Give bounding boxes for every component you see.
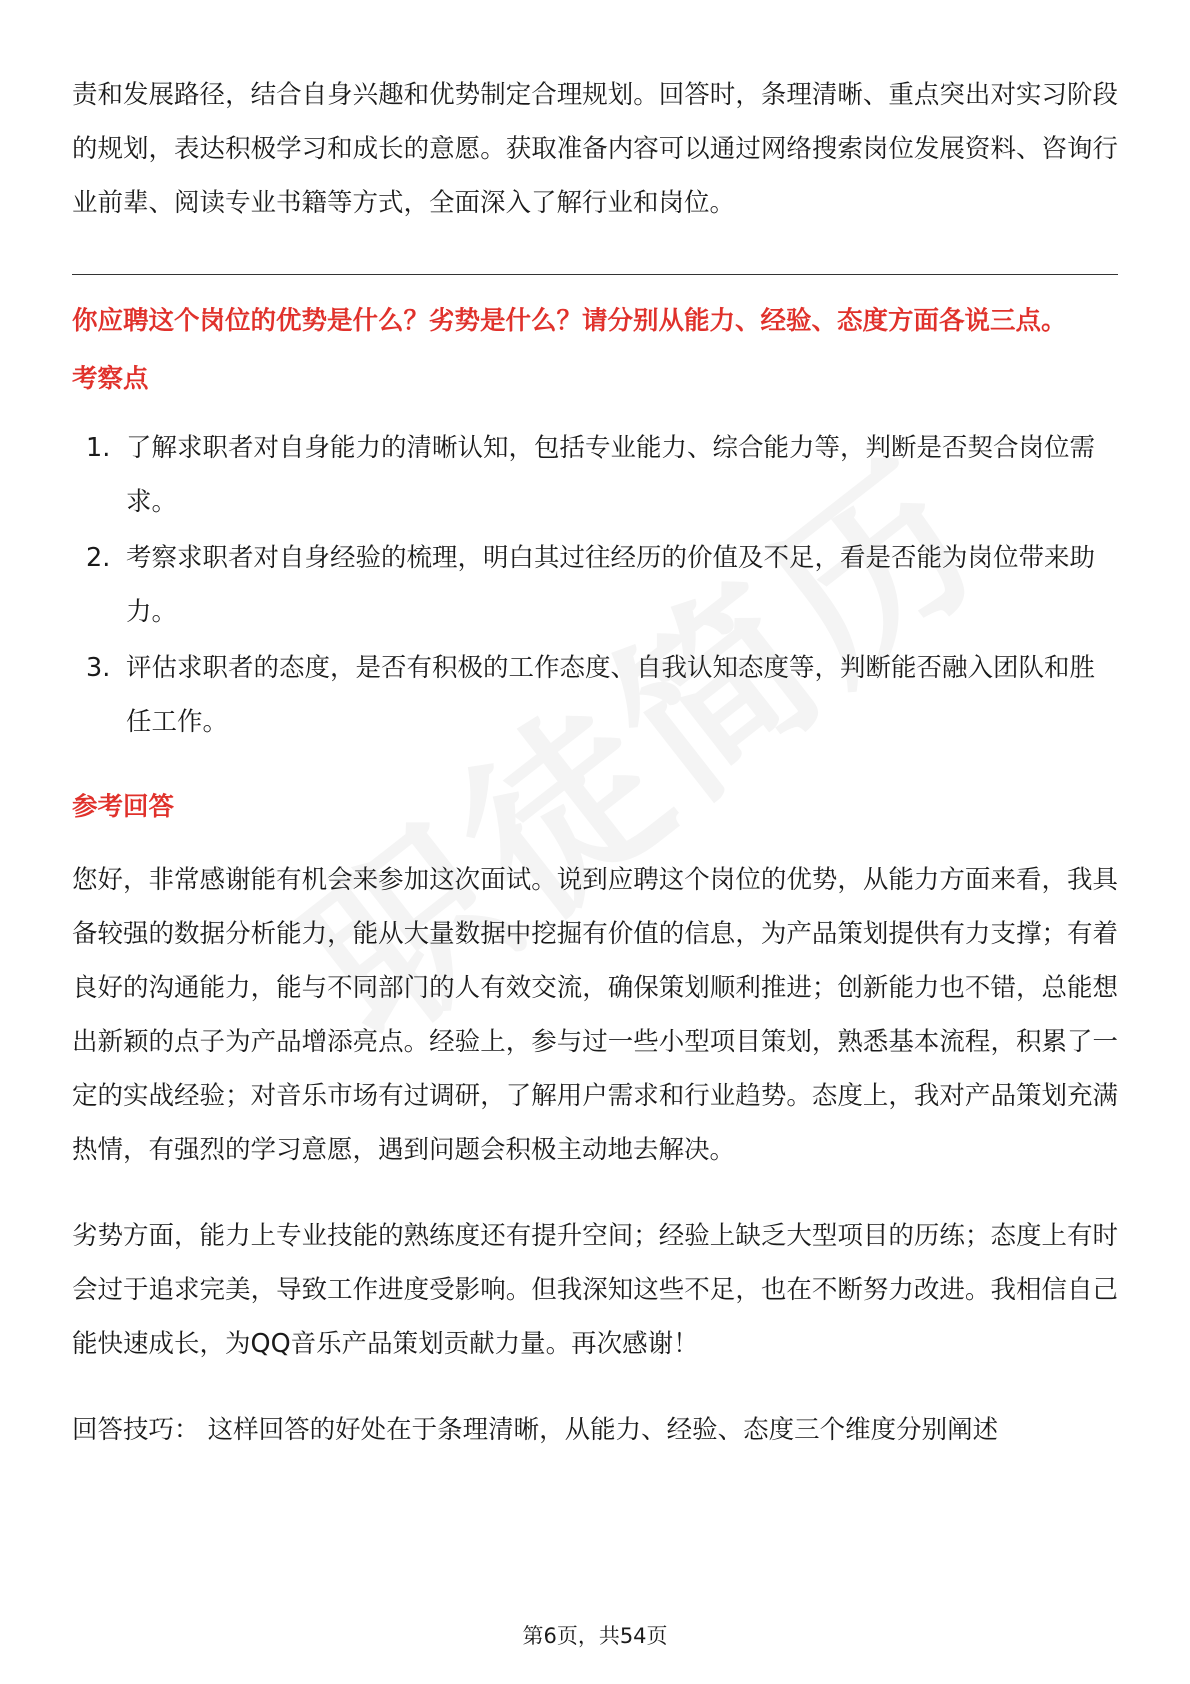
list-item (72, 641, 1118, 749)
answer-paragraph-2: 劣势方面，能力上专业技能的熟练度还有提升空间；经验上缺乏大型项目的历练；态度上有时会过于追求完美，导致工作进度受影响。但我深知这些不足，也在不断努力改进。我相信自己能快速成长，为QQ音乐产品策划贡献力量。再次感谢！ (72, 1221, 1118, 1359)
intro-paragraph: 责和发展路径，结合自身兴趣和优势制定合理规划。回答时，条理清晰、重点突出对实习阶段的规划，表达积极学习和成长的意愿。获取准备内容可以通过网络搜索岗位发展资料、咨询行业前辈、阅读专业书籍等方式，全面深入了解行业和岗位。 (72, 80, 1118, 218)
cankao-heading: 参考回答 (72, 792, 175, 822)
list-number: 2. (86, 543, 111, 573)
answer-paragraph-1: 您好，非常感谢能有机会来参加这次面试。说到应聘这个岗位的优势，从能力方面来看，我具备较强的数据分析能力，能从大量数据中挖掘有价值的信息，为产品策划提供有力支撑；有着良好的沟通能力，能与不同部门的人有效交流，确保策划顺利推进；创新能力也不错，总能想出新颖的点子为产品增添亮点。经验上，参与过一些小型项目策划，熟悉基本流程，积累了一定的实战经验；对音乐市场有过调研，了解用户需求和行业趋势。态度上，我对产品策划充满热情，有强烈的学习意愿，遇到问题会积极主动地去解决。 (72, 865, 1118, 1165)
kaocha-list (72, 421, 1118, 749)
interview-question: 你应聘这个岗位的优势是什么？劣势是什么？请分别从能力、经验、态度方面各说三点。 (72, 306, 1067, 336)
list-item (72, 531, 1118, 639)
section-divider (72, 274, 1118, 275)
list-number: 3. (86, 653, 111, 683)
kaocha-heading: 考察点 (72, 364, 149, 394)
page-footer: 第6页，共54页 (522, 1624, 668, 1648)
answer-tips: 回答技巧： 这样回答的好处在于条理清晰，从能力、经验、态度三个维度分别阐述 (72, 1415, 999, 1445)
page-content (72, 68, 1118, 1457)
list-item-text: 评估求职者的态度，是否有积极的工作态度、自我认知态度等，判断能否融入团队和胜任工作。 (126, 653, 1096, 737)
list-item (72, 421, 1118, 529)
list-number: 1. (86, 433, 111, 463)
list-item-text: 考察求职者对自身经验的梳理，明白其过往经历的价值及不足，看是否能为岗位带来助力。 (126, 543, 1096, 627)
list-item-text: 了解求职者对自身能力的清晰认知，包括专业能力、综合能力等，判断是否契合岗位需求。 (126, 433, 1096, 517)
